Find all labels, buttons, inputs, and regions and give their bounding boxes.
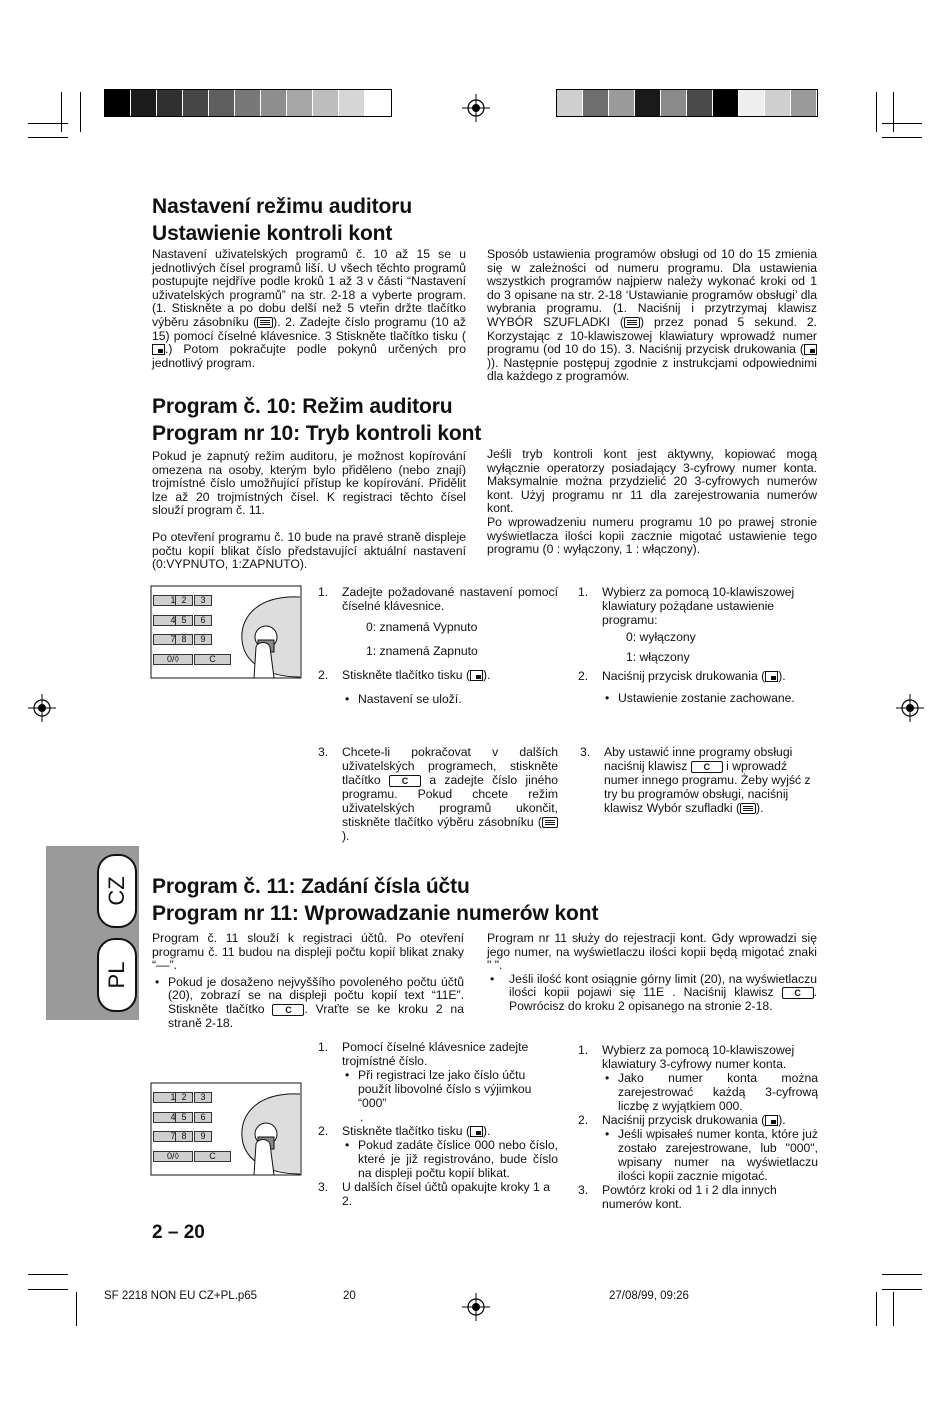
color-swatch xyxy=(661,90,687,116)
crop-mark xyxy=(882,1289,922,1290)
footer-date: 27/08/99, 09:26 xyxy=(609,1290,689,1302)
registration-mark-icon xyxy=(896,694,924,722)
section-title-cz: Nastavení režimu auditoru xyxy=(152,195,413,218)
steps-pl-3 xyxy=(580,745,818,815)
color-swatch xyxy=(583,90,609,116)
crop-mark xyxy=(28,1274,68,1275)
steps-pl xyxy=(578,1043,818,1211)
keypad-illustration xyxy=(150,1082,302,1176)
c-key-icon: C xyxy=(691,761,723,773)
print-icon xyxy=(470,670,483,681)
key-9: 9 xyxy=(194,634,212,645)
keypad-illustration xyxy=(150,585,302,679)
crop-mark xyxy=(893,1292,894,1326)
paragraph: Jeśli tryb kontroli kont jest aktywny, kopiować mogą wyłącznie operatorzy posiadający 3-cyfrowy numer konta. Maksymalnie można przydzielić 20 3-cyfrowych numerów kont. Użyj programu nr 11 dla zarejestrowania numerów kont. xyxy=(487,447,817,516)
bullet: • Pokud zadáte číslice 000 nebo číslo, které je již registrováno, bude číslo na displeji počtu kopií blikat. xyxy=(345,1138,558,1180)
c-key-icon: C xyxy=(782,987,814,999)
crop-mark xyxy=(882,1274,922,1275)
color-swatch xyxy=(313,90,339,116)
color-swatch xyxy=(687,90,713,116)
color-swatch xyxy=(713,90,739,116)
bullet: • Jeśli ilość kont osiągnie górny limit (20), na wyświetlaczu ilości kopii pojawi się 11E . Naciśnij klawisz C . Powrócisz do kroku 2 opisanego na stronie 2-18. xyxy=(490,971,817,1013)
registration-mark-icon xyxy=(462,1293,490,1321)
crop-mark xyxy=(876,1292,877,1326)
bullet: • Jeśli wpisałeś numer konta, które już zostało zarejestrowane, lub "000", wpisany numer na wyświetlaczu ilości kopii zacznie migotać. xyxy=(605,1127,818,1183)
color-swatch xyxy=(261,90,287,116)
option: 1: znamená Zapnuto xyxy=(366,644,478,658)
step: 2. Naciśnij przycisk drukowania ( ). • Ustawienie zostanie zachowane. xyxy=(578,669,818,705)
key-5: 5 xyxy=(175,1112,193,1123)
section-title-pl: Program nr 11: Wprowadzanie numerów kont xyxy=(152,902,599,925)
key-1: 1 xyxy=(153,595,193,606)
color-swatch xyxy=(105,90,131,116)
color-swatch xyxy=(609,90,635,116)
s1-text-cz: Nastavení uživatelských programů č. 10 až 15 se u jednotlivých čísel programů liší. U všech těchto programů postupujte nejdříve podle kroků 1 až 3 v části “Nastavení uživatelských programů” na str. 2-18 a vyberte program. (1. Stiskněte a po dobu delší než 5 vteřin držte tlačítko výběru zásobníku ( ). 2. Zadejte číslo programu (10 až 15) pomocí číselné klávesnice. 3 Stiskněte tlačítko tisku (.) Potom pokračujte podle pokynů určených pro jednotlivý program. xyxy=(152,247,466,370)
page-number: 2 – 20 xyxy=(152,1222,205,1243)
key-4: 4 xyxy=(153,1112,193,1123)
key-7: 7 xyxy=(153,1131,193,1142)
crop-mark xyxy=(28,123,68,124)
keypad xyxy=(153,595,301,675)
language-tab xyxy=(46,846,139,1020)
color-swatch xyxy=(557,90,583,116)
s2-text-pl xyxy=(487,448,817,557)
crop-mark xyxy=(882,137,922,138)
print-icon xyxy=(804,344,817,355)
footer-page: 20 xyxy=(343,1290,356,1302)
key-0: 0/◊ xyxy=(153,1151,193,1162)
crop-mark xyxy=(28,137,68,138)
lang-badge-pl: PL xyxy=(97,938,137,1012)
s2-text-cz xyxy=(152,450,466,572)
key-6: 6 xyxy=(194,615,212,626)
print-icon xyxy=(765,1115,778,1126)
step: 3. Aby ustawić inne programy obsługi naciśnij klawisz C i wprowadź numer innego programu. Żeby wyjść z try bu programów obsługi, naciśnij klawisz Wybór szufladki ( ). xyxy=(580,745,811,815)
color-swatch xyxy=(209,90,235,116)
key-3: 3 xyxy=(194,1092,212,1103)
step: 3. U dalších čísel účtů opakujte kroky 1 a 2. xyxy=(318,1180,550,1208)
bullet: • Nastavení se uloží. xyxy=(345,692,462,706)
section-title-cz: Program č. 10: Režim auditoru xyxy=(152,395,453,418)
bullet: • Ustawienie zostanie zachowane. xyxy=(605,691,795,705)
print-icon xyxy=(470,1126,483,1137)
key-5: 5 xyxy=(175,615,193,626)
bullet: • Pokud je dosaženo nejvyššího povoleného počtu účtů (20), zobrazí se na displeji počtu kopií text “11E”. Stiskněte tlačítko C . Vraťte se ke kroku 2 na straně 2-18. xyxy=(155,974,464,1030)
crop-mark xyxy=(28,1289,68,1290)
option: 1: włączony xyxy=(626,650,690,664)
color-swatch xyxy=(235,90,261,116)
section-title-pl: Ustawienie kontroli kont xyxy=(152,222,393,245)
footer-file: SF 2218 NON EU CZ+PL.p65 xyxy=(104,1290,258,1302)
step: 2. Stiskněte tlačítko tisku ( ). • Pokud zadáte číslice 000 nebo číslo, které je již registrováno, bude číslo na displeji počtu kopií blikat. xyxy=(318,1124,558,1180)
steps-cz xyxy=(318,1040,558,1208)
color-swatch xyxy=(287,90,313,116)
bullet: • Jako numer konta można zarejestrować każdą 3-cyfrową liczbę z wyjątkiem 000. xyxy=(605,1071,818,1113)
tray-select-icon xyxy=(624,317,640,328)
key-1: 1 xyxy=(153,1092,193,1103)
key-6: 6 xyxy=(194,1112,212,1123)
c-key-icon: C xyxy=(272,1004,304,1016)
step: 2. Naciśnij przycisk drukowania ( ). • Jeśli wpisałeś numer konta, które już zostało zarejestrowane, lub "000", wpisany numer na wyświetlaczu ilości kopii zacznie migotać. xyxy=(578,1113,818,1183)
key-4: 4 xyxy=(153,615,193,626)
print-icon xyxy=(152,344,165,355)
color-swatch xyxy=(183,90,209,116)
color-swatch xyxy=(765,90,791,116)
color-swatch xyxy=(131,90,157,116)
key-c: C xyxy=(194,1151,231,1162)
step: 2. Stiskněte tlačítko tisku ( ). • Nastavení se uloží. xyxy=(318,668,558,706)
color-bar-right xyxy=(556,89,818,117)
key-2: 2 xyxy=(175,595,193,606)
paragraph: Program nr 11 służy do rejestracji kont. Gdy wprowadzi się jego numer, na wyświetlaczu ilości kopii będą migotać znaki " ". xyxy=(487,931,817,973)
color-bar-left xyxy=(104,89,392,117)
crop-mark xyxy=(80,92,81,132)
key-8: 8 xyxy=(175,634,193,645)
step: 1. Zadejte požadované nastavení pomocí číselné klávesnice. 0: znamená Vypnuto 1: znamená Zapnuto xyxy=(318,585,558,658)
step: 3. Powtórz kroki od 1 i 2 dla innych numerów kont. xyxy=(578,1183,777,1211)
option: 0: wyłączony xyxy=(626,630,696,644)
paragraph: Pokud je zapnutý režim auditoru, je možnost kopírování omezena na osoby, kterým bylo přiděleno (nebo znají) trojmístné číslo umožňující přístup ke kopírování. Přidělit lze až 20 trojmístných čísel. K registraci těchto čísel slouží program č. 11. xyxy=(152,449,466,518)
key-9: 9 xyxy=(194,1131,212,1142)
key-2: 2 xyxy=(175,1092,193,1103)
lang-badge-cz: CZ xyxy=(97,854,137,928)
print-icon xyxy=(765,671,778,682)
c-key-icon: C xyxy=(389,775,421,787)
color-swatch xyxy=(339,90,365,116)
bullet: • Při registraci lze jako číslo účtu použít libovolné číslo s výjimkou “000” xyxy=(345,1068,532,1110)
crop-mark xyxy=(876,92,877,132)
section-title-pl: Program nr 10: Tryb kontroli kont xyxy=(152,422,482,445)
punctuation: . xyxy=(360,1110,364,1124)
crop-mark xyxy=(893,92,894,132)
step: 3. Chcete-li pokračovat v dalších uživatelských programech, stiskněte tlačítko C a zadejte číslo jiného programu. Pokud chcete režim uživatelských programů ukončit, stiskněte tlačítko výběru zásobníku (). xyxy=(318,745,558,843)
section-title-cz: Program č. 11: Zadání čísla účtu xyxy=(152,875,470,898)
crop-mark xyxy=(76,1292,77,1326)
color-swatch xyxy=(791,90,817,116)
paragraph: Program č. 11 slouží k registraci účtů. Po otevření programu č. 11 budou na displeji počtu kopií blikat znaky “––”. xyxy=(152,931,464,973)
key-7: 7 xyxy=(153,634,193,645)
option: 0: znamená Vypnuto xyxy=(366,620,478,634)
tray-select-icon xyxy=(257,317,273,328)
paragraph: Po wprowadzeniu numeru programu 10 po prawej stronie wyświetlacza ilości kopii zacznie migotać ustawienie tego programu (0 : wyłączony, 1 : włączony). xyxy=(487,514,817,557)
registration-mark-icon xyxy=(28,694,56,722)
key-8: 8 xyxy=(175,1131,193,1142)
s3-text-cz xyxy=(152,932,464,1030)
color-swatch xyxy=(157,90,183,116)
steps-cz xyxy=(318,585,558,706)
step: 1. Wybierz za pomocą 10-klawiszowej klawiatury 3-cyfrowy numer konta. • Jako numer konta można zarejestrować każdą 3-cyfrową liczbę z wyjątkiem 000. xyxy=(578,1043,818,1113)
step: 1. Wybierz za pomocą 10-klawiszowej klawiatury pożądane ustawienie programu: 0: wyłączony 1: włączony xyxy=(578,585,818,664)
registration-mark-icon xyxy=(462,94,490,122)
crop-mark xyxy=(882,123,922,124)
steps-pl xyxy=(578,585,818,705)
tray-select-icon xyxy=(542,817,558,828)
paragraph: Po otevření programu č. 10 bude na pravé straně displeje počtu kopií blikat číslo představující aktuální nastavení (0:VYPNUTO, 1:ZAPNUTO). xyxy=(152,529,466,572)
key-3: 3 xyxy=(194,595,212,606)
key-0: 0/◊ xyxy=(153,654,193,665)
color-swatch xyxy=(739,90,765,116)
tray-select-icon xyxy=(740,803,756,814)
crop-mark xyxy=(61,92,62,132)
color-swatch xyxy=(365,90,391,116)
s3-text-pl xyxy=(487,932,817,1014)
step: 1. Pomocí číselné klávesnice zadejte trojmístné číslo. • Při registraci lze jako číslo účtu použít libovolné číslo s výjimkou “000” . xyxy=(318,1040,558,1124)
keypad xyxy=(153,1092,301,1172)
steps-cz-3 xyxy=(318,745,558,843)
s1-text-pl: Sposób ustawienia programów obsługi od 10 do 15 zmienia się w zależności od numeru programu. Dla ustawienia wszystkich programów najpierw należy wykonać kroki od 1 do 3 opisane na str. 2-18 ‘Ustawianie programów obsługi’ dla wybrania programu. (1. Naciśnij i przytrzymaj klawisz WYBÓR SZUFLADKI ( ) przez ponad 5 sekund. 2. Korzystając z 10-klawiszowej klawiatury wprowadź numer programu (od 10 do 15). 3. Naciśnij przycisk drukowania ()). Następnie postępuj zgodnie z instrukcjami odpowiednimi dla każdego z programów. xyxy=(487,247,817,384)
key-c: C xyxy=(194,654,231,665)
color-swatch xyxy=(635,90,661,116)
